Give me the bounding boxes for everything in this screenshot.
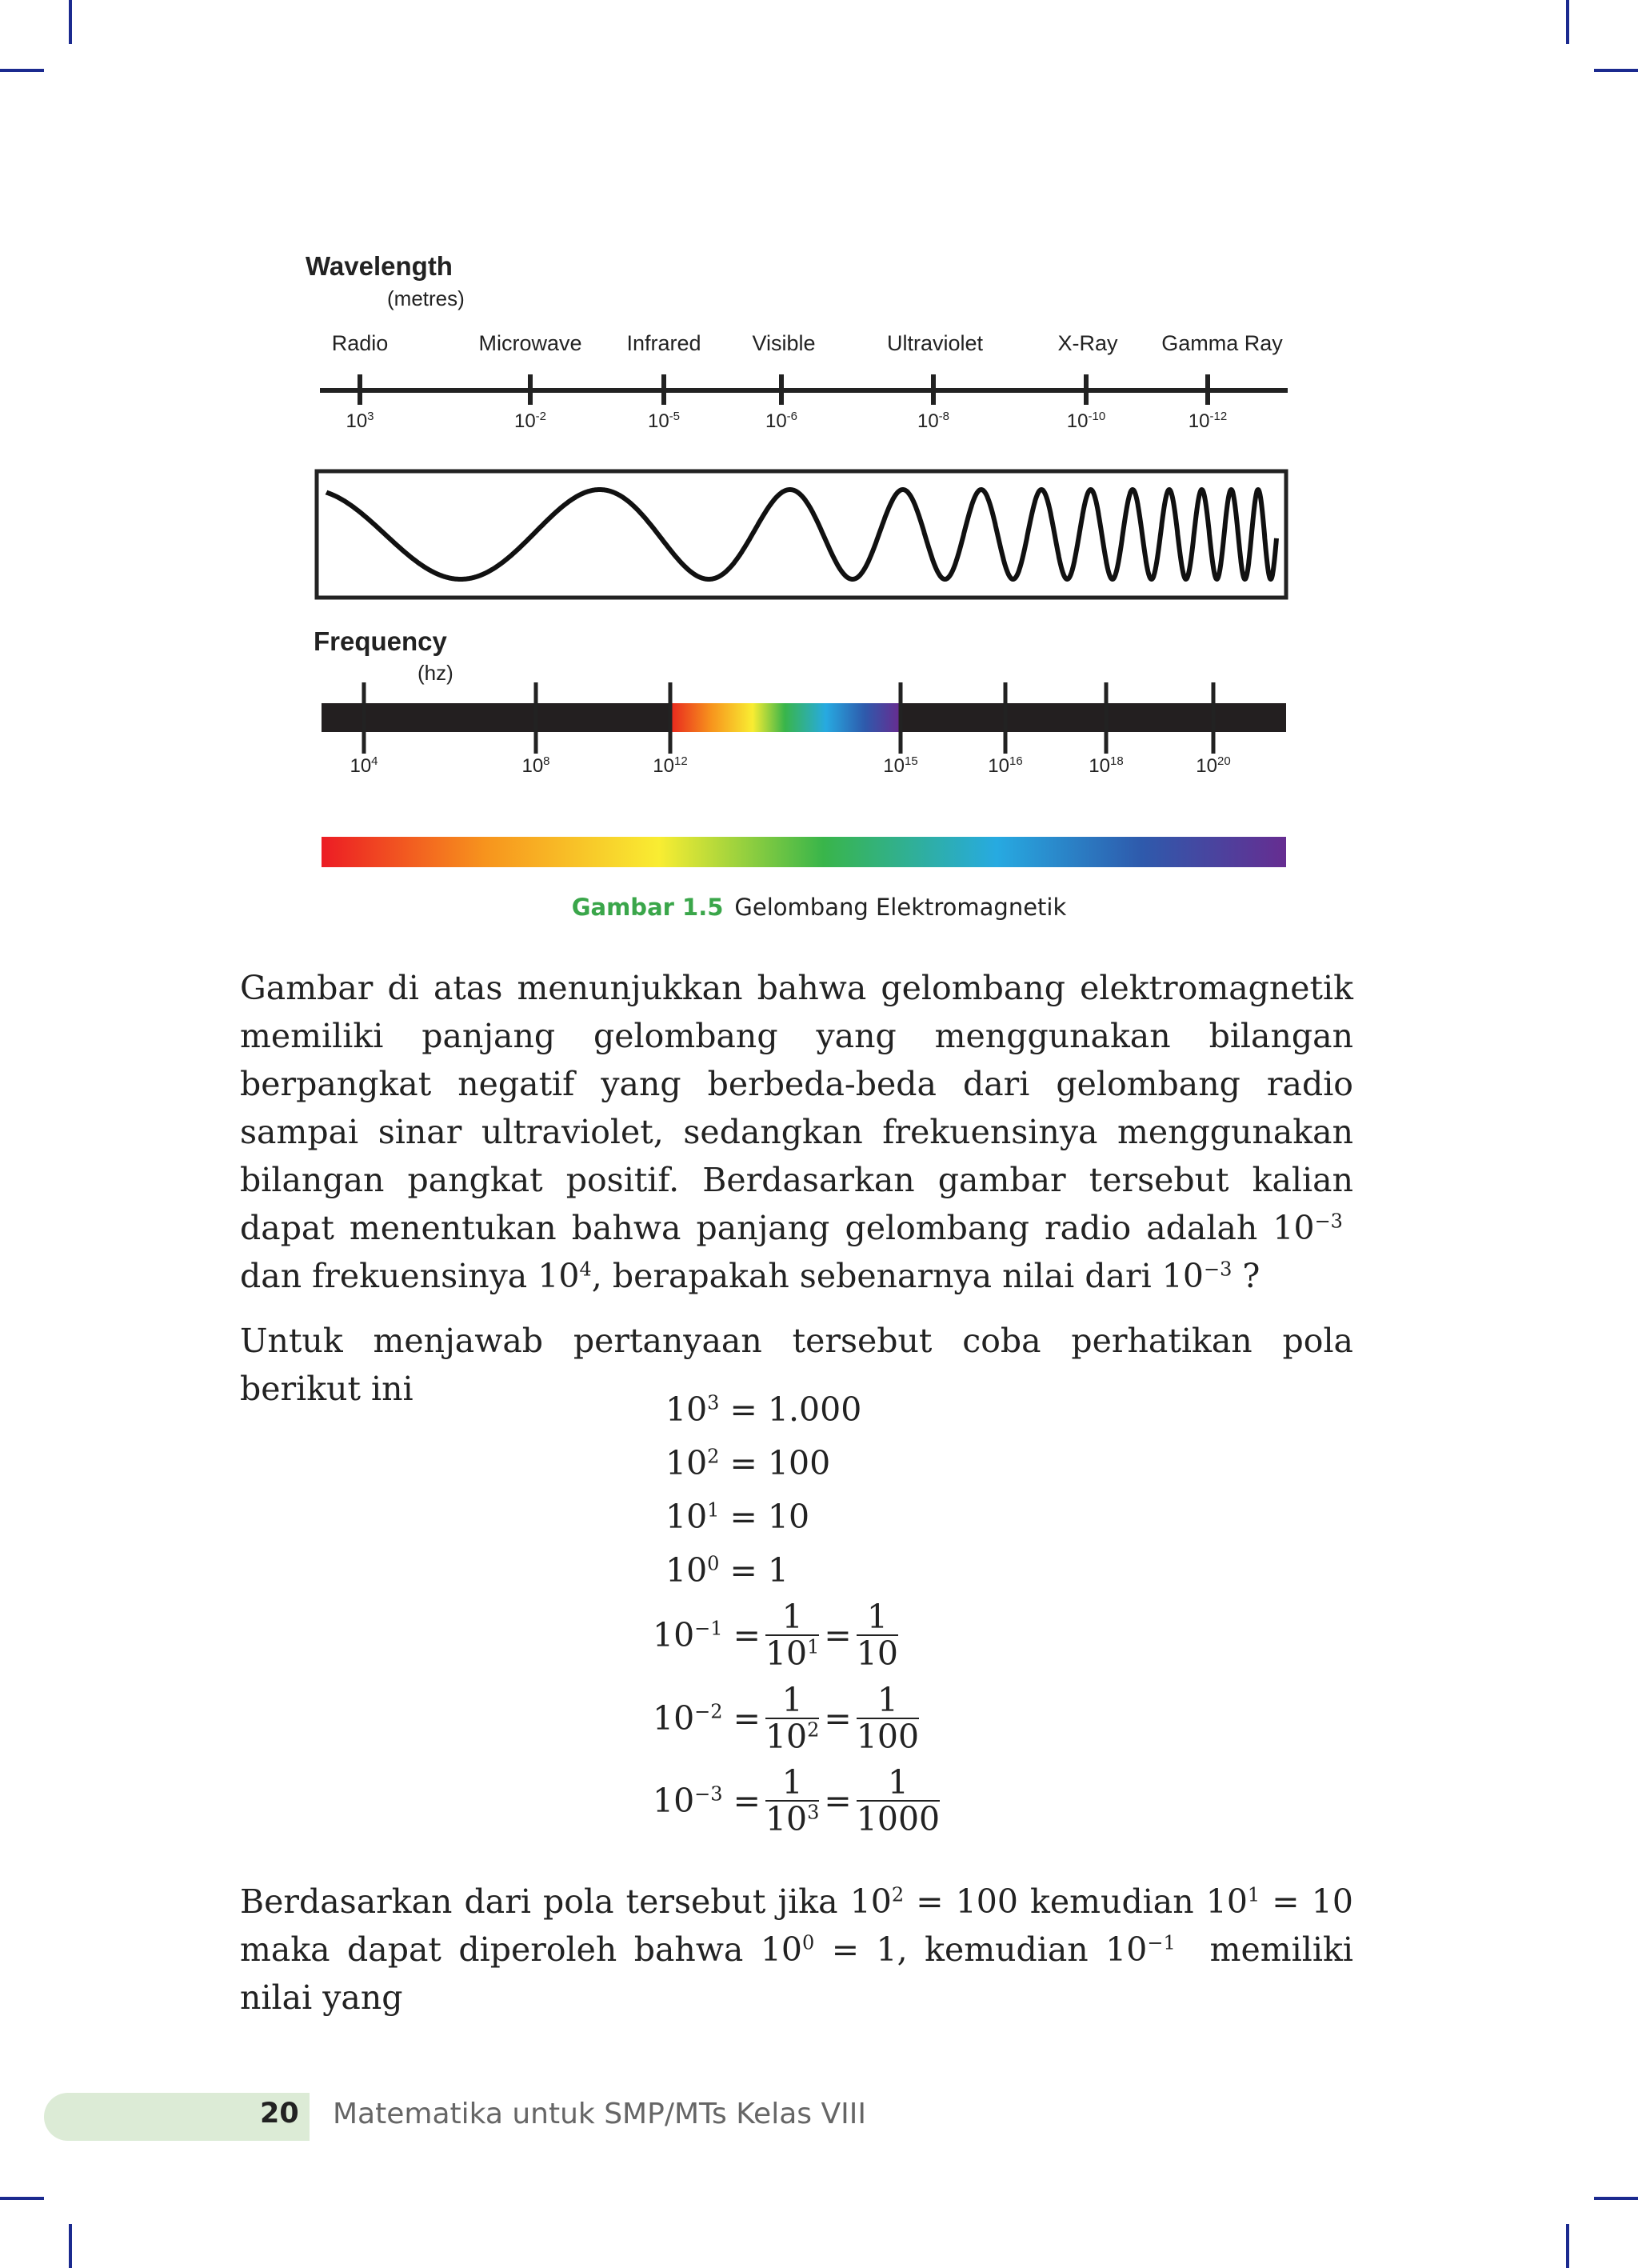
visible-band <box>670 703 899 732</box>
band-label: Infrared <box>626 331 701 355</box>
wavelength-tick-label: $10^{-12}$ <box>1188 410 1228 432</box>
paragraph-1-text-c: , berapakah sebenarnya nilai dari <box>591 1257 1152 1295</box>
math-d: $10^{-1}$ <box>1105 1930 1176 1969</box>
math-radio-frequency: $10^4$ <box>537 1257 592 1295</box>
paragraph-3-text-b: kemudian <box>1030 1882 1194 1921</box>
wavelength-tick-label: $10^{-2}$ <box>513 410 547 432</box>
frequency-tick-label: $10^{12}$ <box>653 754 688 777</box>
frequency-tick-label: $10^{16}$ <box>988 754 1023 777</box>
crop-mark-bottom-right-h <box>1594 2197 1638 2200</box>
band-label: Ultraviolet <box>886 331 984 355</box>
frequency-tick-label: $10^8$ <box>521 754 550 777</box>
paragraph-3-text-a: Berdasarkan dari pola tersebut jika <box>240 1882 838 1921</box>
book-title: Matematika untuk SMP/MTs Kelas VIII <box>333 2098 866 2130</box>
wavelength-unit: (metres) <box>387 286 465 310</box>
frequency-tick-label: $10^{20}$ <box>1196 754 1231 777</box>
paragraph-2: Untuk menjawab pertanyaan tersebut coba perhatikan pola berikut ini <box>240 1322 1353 1408</box>
wavelength-tick-label: $10^3$ <box>346 410 374 432</box>
band-label: Radio <box>331 331 389 355</box>
band-label: Microwave <box>478 331 582 355</box>
paragraph-1-text-a: Gambar di atas menunjukkan bahwa gelombang elektromagnetik memiliki panjang gelombang yang menggunakan bilangan berpangkat negatif yang berbeda-beda dari gelombang radio sampai sinar ultraviolet, sedangkan frekuensinya menggunakan bilangan pangkat positif. Berdasarkan gambar tersebut kalian dapat menentukan bahwa panjang gelombang radio adalah <box>240 969 1353 1247</box>
frequency-tick-label: $10^4$ <box>350 754 378 777</box>
caption-text: Gelombang Elektromagnetik <box>734 894 1067 921</box>
band-label: Visible <box>752 331 816 355</box>
frequency-unit: (hz) <box>417 661 453 685</box>
wavelength-tick-label: $10^{-5}$ <box>647 410 681 432</box>
frequency-tick-label: $10^{15}$ <box>883 754 918 777</box>
paragraph-3-text-d: kemudian <box>925 1930 1089 1969</box>
spectrum-graphics <box>0 0 1638 928</box>
equation-row: $10^2 = 100$ <box>665 1444 831 1482</box>
math-c: $10^0 = 1$, <box>760 1930 908 1969</box>
page-number: 20 <box>260 2098 299 2130</box>
electromagnetic-spectrum-figure <box>0 0 1638 928</box>
crop-mark-bottom-left-v <box>69 2224 72 2268</box>
paragraph-1-text-d: ? <box>1242 1257 1260 1295</box>
crop-mark-bottom-left-h <box>0 2197 44 2200</box>
math-a: $10^2 = 100$ <box>849 1882 1018 1921</box>
figure-caption <box>0 894 1638 921</box>
paragraph-1-text-b: dan frekuensinya <box>240 1257 528 1295</box>
wavelength-tick-label: $10^{-8}$ <box>917 410 950 432</box>
paragraph-1 <box>240 964 1353 1300</box>
frequency-title: Frequency <box>314 626 447 656</box>
caption-number: Gambar 1.5 <box>571 894 724 921</box>
equation-row: $10^1 = 10$ <box>665 1498 810 1536</box>
wavelength-title: Wavelength <box>306 251 453 281</box>
equation-row: $10^3 = 1.000$ <box>665 1390 862 1429</box>
color-spectrum-bar <box>322 837 1286 867</box>
math-b: $10^1 = 10$ <box>1205 1882 1353 1921</box>
wavelength-tick-label: $10^{-6}$ <box>765 410 798 432</box>
wavelength-tick-label: $10^{-10}$ <box>1066 410 1106 432</box>
paragraph-3-text-e: memiliki nilai yang <box>240 1930 1353 2017</box>
fraction-row: $10^{-1}$ = $\frac{1}{10^1}$ = $\frac{1}{10}$ <box>653 1598 898 1673</box>
wave-path <box>326 490 1276 579</box>
paragraph-3-text-c: maka dapat diperoleh bahwa <box>240 1930 744 1969</box>
band-label: Gamma Ray <box>1161 331 1283 355</box>
fraction-row: $10^{-3}$ = $\frac{1}{10^3}$ = $\frac{1}{1000}$ <box>653 1763 941 1838</box>
equation-row: $10^0 = 1$ <box>665 1551 789 1590</box>
paragraph-3 <box>240 1878 1353 2022</box>
math-radio-wavelength: $10^{-3}$ <box>1272 1209 1343 1247</box>
crop-mark-bottom-right-v <box>1566 2224 1569 2268</box>
math-question: $10^{-3}$ <box>1161 1257 1232 1295</box>
frequency-tick-label: $10^{18}$ <box>1089 754 1124 777</box>
band-label: X-Ray <box>1057 331 1118 355</box>
fraction-row: $10^{-2}$ = $\frac{1}{10^2}$ = $\frac{1}{100}$ <box>653 1681 920 1756</box>
